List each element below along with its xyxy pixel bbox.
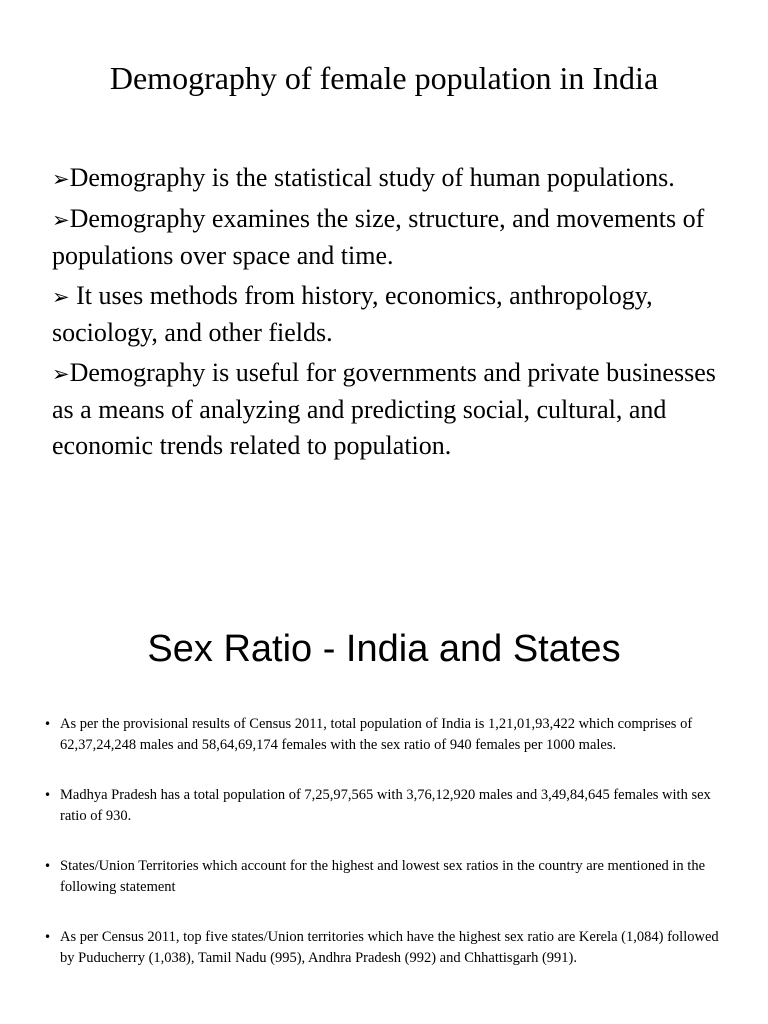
list-item: [52, 201, 732, 274]
sex-ratio-list: [44, 714, 734, 969]
arrow-bullet-icon: ➢: [52, 208, 70, 232]
bullet-icon: •: [44, 788, 52, 802]
list-item-text: States/Union Territories which account for the highest and lowest sex ratios in the country are mentioned in the following statement: [60, 858, 706, 895]
list-item-text: As per Census 2011, top five states/Union territories which have the highest sex ratio are Kerela (1,084) followed by Puducherry (1,038), Tamil Nadu (995), Andhra Pradesh (992) and Chhattisgarh (991).: [60, 929, 719, 966]
list-item: [44, 927, 734, 969]
list-item-text: It uses methods from history, economics, anthropology, sociology, and other fields.: [52, 281, 653, 347]
slide1-title: Demography of female population in India: [109, 60, 659, 96]
list-item-text: Demography examines the size, structure, and movements of populations over space and time.: [52, 204, 705, 270]
list-item-text: As per the provisional results of Census 2011, total population of India is 1,21,01,93,422 which comprises of 62,37,24,248 males and 58,64,69,174 females with the sex ratio of 940 females per 1000 males.: [60, 716, 693, 753]
slide2-title: Sex Ratio - India and States: [147, 628, 621, 670]
arrow-bullet-icon: ➢: [52, 285, 70, 309]
bullet-icon: •: [44, 717, 52, 731]
bullet-icon: •: [44, 930, 52, 944]
demography-list: [52, 160, 732, 468]
list-item: [44, 785, 734, 827]
list-item-text: Madhya Pradesh has a total population of 7,25,97,565 with 3,76,12,920 males and 3,49,84,645 females with sex ratio of 930.: [60, 787, 711, 824]
list-item-text: Demography is useful for governments and private businesses as a means of analyzing and predicting social, cultural, and economic trends related to population.: [52, 358, 716, 460]
list-item-text: Demography is the statistical study of human populations.: [69, 163, 675, 192]
list-item: [44, 714, 734, 756]
list-item: [44, 856, 734, 898]
arrow-bullet-icon: ➢: [52, 362, 70, 386]
list-item: [52, 278, 732, 351]
bullet-icon: •: [44, 859, 52, 873]
list-item: [52, 355, 732, 464]
arrow-bullet-icon: ➢: [52, 167, 70, 191]
list-item: [52, 160, 732, 197]
